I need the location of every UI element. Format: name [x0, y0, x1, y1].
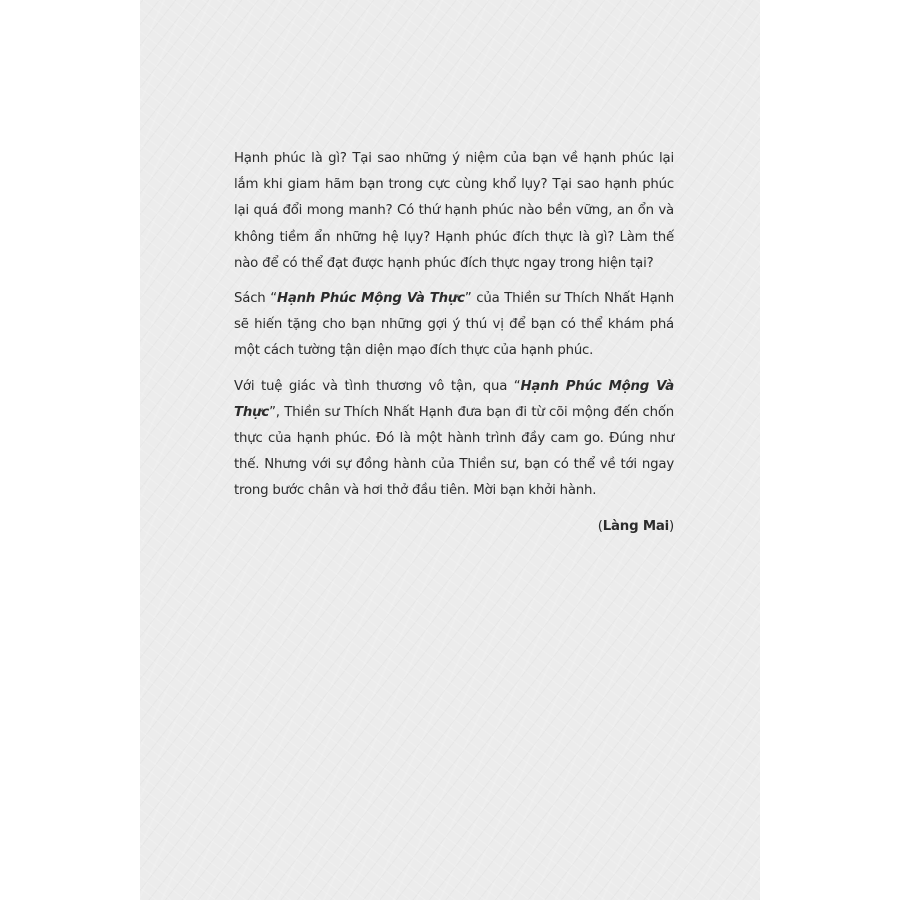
signature-name: Làng Mai: [602, 518, 669, 534]
signature-open-paren: (: [597, 518, 603, 534]
paragraph3-before: Với tuệ giác và tình thương vô tận, qua “: [234, 378, 521, 394]
signature: [234, 514, 674, 540]
paragraph3-after: ”, Thiền sư Thích Nhất Hạnh đưa bạn đi từ cõi mộng đến chốn thực của hạnh phúc. Đó là một hành trình đầy cam go. Đúng như thế. Nhưng với sự đồng hành của Thiền sư, bạn có thể về tới ngay trong bước chân và hơi thở đầu tiên. Mời bạn khởi hành.: [234, 404, 674, 499]
back-cover-text: [234, 146, 674, 549]
paragraph-intro-questions: Hạnh phúc là gì? Tại sao những ý niệm của bạn về hạnh phúc lại lắm khi giam hãm bạn trong cực cùng khổ lụy? Tại sao hạnh phúc lại quá đổi mong manh? Có thứ hạnh phúc nào bền vững, an ổn và không tiềm ẩn những hệ lụy? Hạnh phúc đích thực là gì? Làm thế nào để có thể đạt được hạnh phúc đích thực ngay trong hiện tại?: [234, 151, 674, 271]
book-page: [140, 0, 760, 900]
paragraph2-before: Sách “: [234, 291, 277, 307]
book-title: Hạnh Phúc Mộng Và Thực: [234, 378, 674, 420]
signature-close-paren: ): [669, 518, 674, 534]
paragraph2-after: ” của Thiền sư Thích Nhất Hạnh sẽ hiến tặng cho bạn những gợi ý thú vị để bạn có thể khám phá một cách tường tận diện mạo đích thực của hạnh phúc.: [234, 291, 674, 359]
book-title: Hạnh Phúc Mộng Và Thực: [276, 291, 465, 307]
paragraph-journey: [234, 374, 674, 505]
paragraph-book-description: [234, 286, 674, 365]
